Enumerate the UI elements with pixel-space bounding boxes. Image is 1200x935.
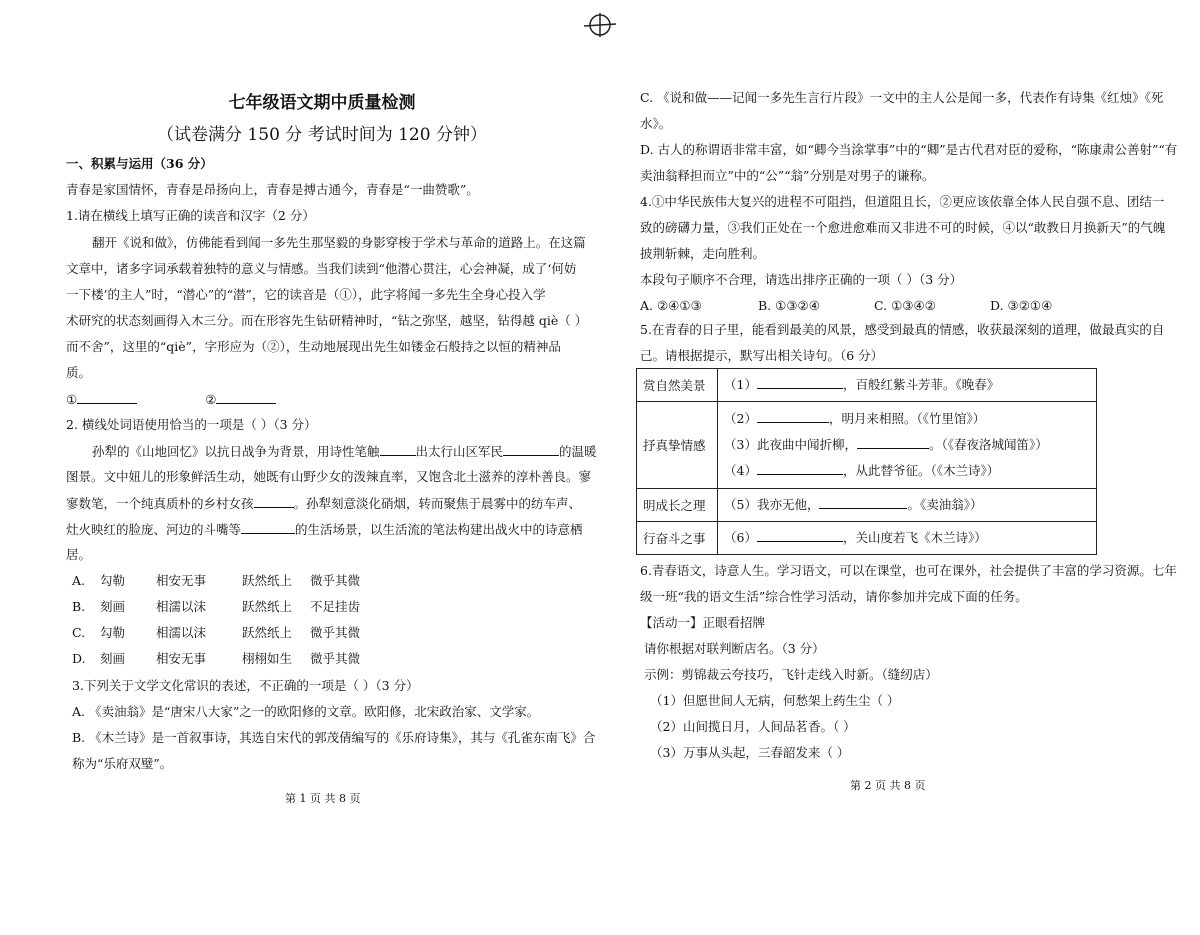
q1-stem: 1.请在横线上填写正确的读音和汉字（2 分） — [66, 208, 315, 223]
q4-options — [640, 298, 1052, 314]
page-subtitle: （试卷满分 150 分 考试时间为 120 分钟） — [157, 125, 487, 145]
table-row — [637, 489, 1097, 522]
q6-activity-heading: 【活动一】正眼看招牌 — [640, 615, 766, 630]
table-cell: （1） ，百般红紫斗芳菲。《晚春》 — [718, 369, 1097, 402]
q6-line: 级一班“我的语文生活”综合性学习活动，请你参加并完成下面的任务。 — [640, 589, 1028, 604]
q1-line: 翻开《说和做》，仿佛能看到闻一多先生那坚毅的身影穿梭于学术与革命的道路上。在这篇 — [92, 235, 586, 250]
q6-item[interactable]: （1）但愿世间人无病，何愁架上药生尘（ ） — [650, 693, 900, 708]
table-category: 行奋斗之事 — [637, 522, 718, 555]
q3-option-b-cont: 称为“乐府双璧”。 — [72, 756, 173, 771]
q4-line: 披荆斩棘，走向胜利。 — [640, 246, 766, 261]
q1-answer-blanks — [66, 391, 276, 408]
q2-option[interactable]: C. 勾勒 相濡以沫 跃然纸上 微乎其微 — [72, 625, 361, 640]
q3-option-c[interactable]: C. 《说和做——记闻一多先生言行片段》一文中的主人公是闻一多，代表作有诗集《红烛》《死 — [640, 90, 1164, 105]
answer-blank[interactable] — [241, 521, 295, 534]
answer-blank[interactable] — [757, 529, 843, 542]
section-intro: 青春是家国情怀，青春是昂扬向上，青春是搏古通今，青春是“一曲赞歌”。 — [66, 182, 479, 197]
table-cell: （5）我亦无他， 。《卖油翁》） — [718, 489, 1097, 522]
q1-line: 文章中，诸多字词承载着独特的意义与情感。当我们读到“他潜心贯注，心会神凝，成了‘何妨 — [66, 261, 577, 276]
q2-option[interactable]: B. 刻画 相濡以沫 跃然纸上 不足挂齿 — [72, 599, 361, 614]
blank-label: ① — [66, 392, 78, 407]
page-number: 第 2 页 共 8 页 — [850, 779, 926, 792]
answer-blank[interactable] — [380, 443, 416, 456]
q5-line: 5.在青春的日子里，能看到最美的风景，感受到最真的情感，收获最深刻的道理，做最真实的自 — [640, 322, 1165, 337]
q3-option-d-cont: 卖油翁释担而立”中的“公”“翁”分别是对男子的谦称。 — [640, 168, 935, 183]
answer-blank[interactable] — [757, 410, 829, 423]
q4-option[interactable]: D. ③②①④ — [990, 298, 1053, 313]
q6-item[interactable]: （2）山间揽日月，人间品茗香。（ ） — [650, 719, 856, 734]
q1-line: 而不舍”，这里的“qiè”，字形应为（②），生动地展现出先生如镂金石般持之以恒的精神品 — [66, 339, 561, 354]
q4-option[interactable]: A. ②④①③ — [640, 298, 702, 313]
q4-stem: 本段句子顺序不合理，请选出排序正确的一项（ ）（3 分） — [640, 272, 963, 287]
answer-blank-1[interactable] — [77, 391, 137, 404]
crosshair-mark-icon — [582, 10, 618, 40]
q2-line: 孙犁的《山地回忆》以抗日战争为背景，用诗性笔触 出太行山区军民 的温暖 — [92, 444, 597, 459]
answer-blank[interactable] — [819, 496, 907, 509]
q5-line: 己。请根据提示，默写出相关诗句。（6 分） — [640, 348, 884, 363]
q2-option[interactable]: D. 刻画 相安无事 栩栩如生 微乎其微 — [72, 651, 361, 666]
table-category: 抒真挚情感 — [637, 402, 718, 489]
page-title: 七年级语文期中质量检测 — [228, 93, 416, 113]
table-row — [637, 402, 1097, 489]
q2-option[interactable]: A. 勾勒 相安无事 跃然纸上 微乎其微 — [72, 573, 361, 588]
q4-line: 致的磅礴力量，③我们正处在一个愈进愈难而又非进不可的时候，④以“敢教日月换新天”的气魄 — [640, 220, 1166, 235]
q6-item[interactable]: （3）万事从头起，三春韶发来（ ） — [650, 745, 850, 760]
table-cell: （6） ，关山度若飞《木兰诗》） — [718, 522, 1097, 555]
answer-blank[interactable] — [254, 495, 294, 508]
q3-option-b[interactable]: B. 《木兰诗》是一首叙事诗，其选自宋代的郭茂倩编写的《乐府诗集》，其与《孔雀东南飞》合 — [72, 730, 596, 745]
q4-line: 4.①中华民族伟大复兴的进程不可阻挡，但道阻且长，②更应该依靠全体人民自强不息、团结一 — [640, 194, 1165, 209]
page-number: 第 1 页 共 8 页 — [285, 792, 361, 805]
q3-option-d[interactable]: D. 古人的称谓语非常丰富，如“卿今当涂掌事”中的“卿”是古代君对臣的爱称，“陈康肃公善射”“有 — [640, 142, 1178, 157]
answer-blank[interactable] — [757, 462, 843, 475]
q3-option-a[interactable]: A. 《卖油翁》是“唐宋八大家”之一的欧阳修的文章。欧阳修，北宋政治家、文学家。 — [72, 704, 540, 719]
q4-option[interactable]: C. ①③④② — [874, 298, 936, 313]
table-row — [637, 522, 1097, 555]
q2-line: 灶火映红的脸庞、河边的斗嘴等 的生活场景，以生活流的笔法构建出战火中的诗意栖 — [66, 522, 583, 537]
answer-blank[interactable] — [857, 436, 929, 449]
table-category: 明成长之理 — [637, 489, 718, 522]
table-cell: （2） ，明月来相照。（《竹里馆》） （3）此夜曲中闻折柳， 。（《春夜洛城闻笛》） （4） ，从此替爷征。（《木兰诗》） — [718, 402, 1097, 489]
q3-option-c-cont: 水》。 — [640, 116, 672, 131]
q1-line: 术研究的状态刻画得入木三分。而在形容先生钻研精神时，“钻之弥坚，越坚，钻得越 qiè（ ） — [66, 313, 588, 328]
q6-example: 示例：剪锦裁云夸技巧，飞针走线入时新。（缝纫店） — [644, 667, 938, 682]
table-row — [637, 369, 1097, 402]
answer-blank[interactable] — [503, 443, 559, 456]
q2-line: 居。 — [66, 547, 92, 562]
q2-line: 图景。文中妞儿的形象鲜活生动，她既有山野少女的泼辣直率，又饱含北土滋养的淳朴善良。寥 — [66, 469, 592, 484]
blank-label: ② — [205, 392, 217, 407]
q3-stem: 3.下列关于文学文化常识的表述，不正确的一项是（ ）（3 分） — [72, 678, 419, 693]
q6-line: 6.青春语文，诗意人生。学习语文，可以在课堂，也可在课外，社会提供了丰富的学习资源。七年 — [640, 563, 1177, 578]
table-category: 赏自然美景 — [637, 369, 718, 402]
q2-line: 寥数笔，一个纯真质朴的乡村女孩 。孙犁刻意淡化硝烟，转而聚焦于晨雾中的纺车声、 — [66, 496, 582, 511]
poem-table — [636, 368, 1097, 555]
q1-line: 质。 — [66, 365, 92, 380]
q2-stem: 2. 横线处词语使用恰当的一项是（ ）（3 分） — [66, 417, 317, 432]
q4-option[interactable]: B. ①③②④ — [758, 298, 820, 313]
answer-blank-2[interactable] — [216, 391, 276, 404]
q1-line: 一下楼’的主人”时，“潜心”的“潜”，它的读音是（①），此字将闻一多先生全身心投入学 — [66, 287, 546, 302]
answer-blank[interactable] — [757, 376, 843, 389]
section-heading: 一、积累与运用（36 分） — [66, 156, 213, 171]
q6-task: 请你根据对联判断店名。（3 分） — [644, 641, 825, 656]
